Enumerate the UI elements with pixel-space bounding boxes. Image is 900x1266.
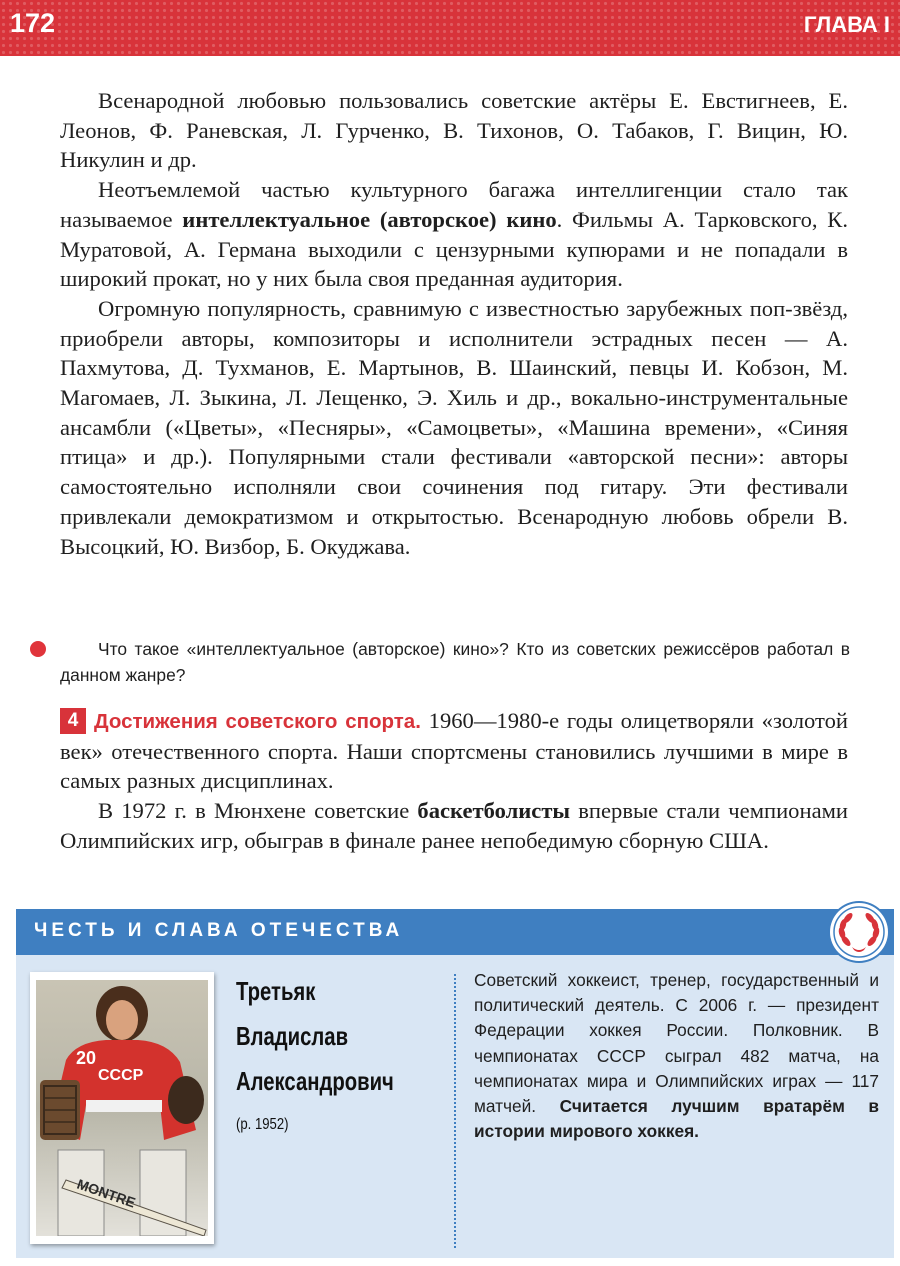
question-text: Что такое «интеллектуальное (авторское) кино»? Кто из советских режиссёров работал в данном жанре? bbox=[60, 639, 850, 685]
paragraph-basketball: В 1972 г. в Мюнхене советские баскетболисты впервые стали чемпионами Олимпийских игр, обыграв в финале ранее непобедимую сборную США. bbox=[60, 798, 848, 853]
paragraph-cinema: Неотъемлемой частью культурного багажа интеллигенции стало так называемое интеллектуальное (авторское) кино. Фильмы А. Тарковского, К. Муратовой, А. Германа выходили с цензурными купюрами и не попадали в широкий прокат, но у них была своя преданная аудитория. bbox=[60, 177, 848, 292]
section-intro: 4 Достижения советского спорта. 1960—1980-е годы олицетворяли «золотой век» отечественного спорта. Наши спортсмены становились лучшими в мире в самых разных дисциплинах. bbox=[60, 708, 848, 794]
honor-box-header bbox=[16, 909, 894, 955]
person-name-block bbox=[236, 969, 436, 1134]
review-question bbox=[60, 636, 850, 688]
portrait-photo bbox=[30, 972, 214, 1244]
main-text bbox=[60, 86, 848, 561]
section-sport bbox=[60, 706, 848, 856]
stick-label: MONTRE bbox=[75, 1175, 138, 1211]
term-basketball: баскетболисты bbox=[417, 798, 571, 824]
jersey-number: 20 bbox=[76, 1048, 97, 1068]
section-number-badge: 4 bbox=[60, 708, 86, 734]
bullet-dot-icon bbox=[30, 641, 46, 657]
section-title: Достижения советского спорта. bbox=[94, 710, 421, 733]
term-author-cinema: интеллектуальное (авторское) кино bbox=[182, 206, 557, 232]
biography-highlight: Считается лучшим вратарём в истории мирового хоккея. bbox=[474, 1096, 879, 1142]
chapter-label: ГЛАВА I bbox=[803, 12, 890, 37]
person-birth-year: (р. 1952) bbox=[236, 1116, 289, 1133]
paragraph-actors: Всенародной любовью пользовались советские актёры Е. Евстигнеев, Е. Леонов, Ф. Раневская, Л. Гурченко, В. Тихонов, О. Табаков, Г. Вицин, Ю. Никулин и др. bbox=[60, 88, 848, 173]
jersey-lettering: СССР bbox=[98, 1067, 144, 1084]
hockey-goalie-image bbox=[36, 980, 208, 1236]
person-biography: Советский хоккеист, тренер, государственный и политический деятель. С 2006 г. — президент Федерации хоккея России. Полковник. В чемпионатах СССР сыграл 482 матча, на чемпионатах мира и Олимпийских играх — 117 матчей. Считается лучшим вратарём в истории мирового хоккея. bbox=[474, 970, 879, 1142]
honor-box-title: ЧЕСТЬ И СЛАВА ОТЕЧЕСТВА bbox=[34, 920, 404, 941]
honor-box bbox=[16, 909, 894, 1258]
laurel-wreath-icon bbox=[830, 903, 888, 961]
page-header bbox=[0, 0, 900, 56]
person-first-name: Владислав bbox=[236, 1021, 349, 1051]
paragraph-music: Огромную популярность, сравнимую с известностью зарубежных поп-звёзд, приобрели авторы, композиторы и исполнители эстрадных песен — А. Пахмутова, Д. Тухманов, Е. Мартынов, В. Шаинский, певцы И. Кобзон, М. Магомаев, Л. Зыкина, Л. Лещенко, Э. Хиль и др., вокально-инструментальные ансамбли («Цветы», «Песняры», «Самоцветы», «Машина времени», «Синяя птица» и др.). Популярными стали фестивали «авторской песни»: авторы самостоятельно исполняли свои сочинения под гитару. Эти фестивали привлекали демократизмом и открытостью. Всенародную любовь обрели В. Высоцкий, Ю. Визбор, Б. Окуджава. bbox=[60, 295, 848, 559]
page-number: 172 bbox=[10, 8, 56, 38]
person-surname: Третьяк bbox=[236, 976, 316, 1006]
person-patronymic: Александрович bbox=[236, 1066, 394, 1096]
dotted-divider bbox=[454, 974, 457, 1248]
